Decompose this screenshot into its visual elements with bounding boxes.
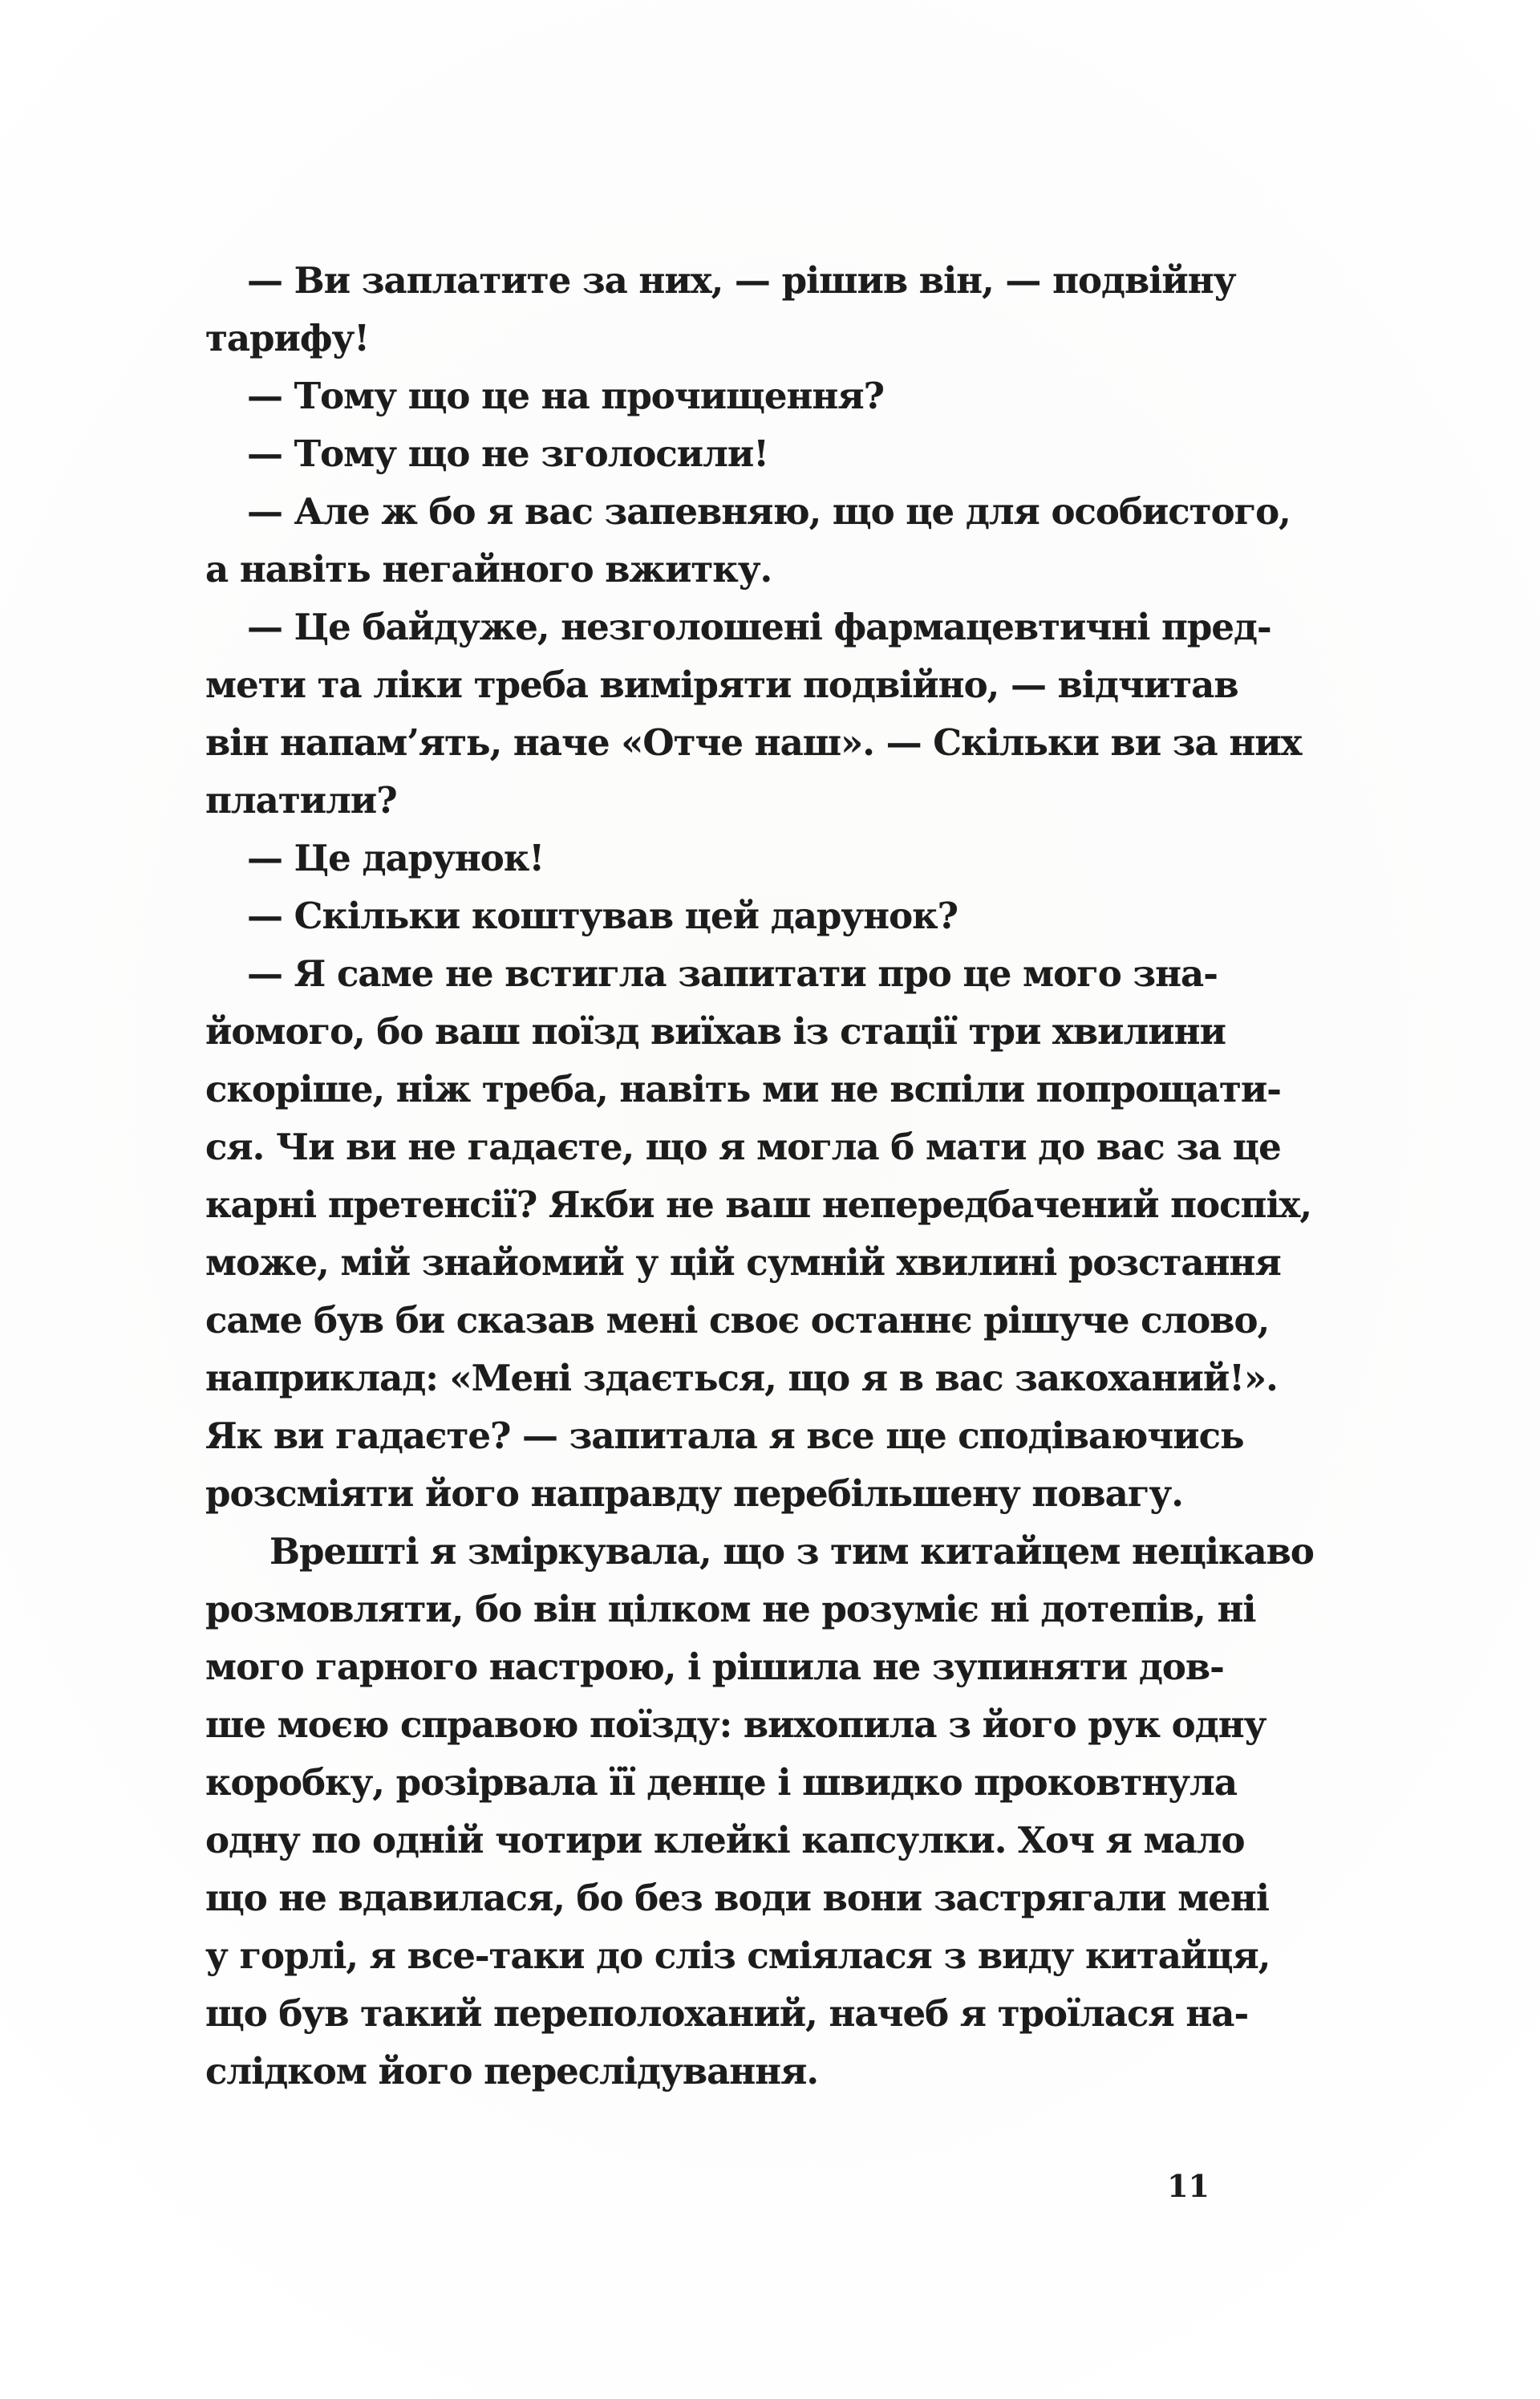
text-line: — Це байдуже, незголошені фармацевтичні пред- (247, 606, 1271, 648)
text-block (205, 252, 1314, 2101)
text-line: у горлі, я все-таки до сліз сміялася з виду китайця, (205, 1934, 1270, 1977)
text-line: — Це дарунок! (247, 837, 545, 879)
text-line: саме був би сказав мені своє останнє рішуче слово, (205, 1299, 1270, 1342)
text-line: — Ви заплатите за них, — рішив він, — подвійну (247, 259, 1236, 302)
text-line: розмовляти, бо він цілком не розуміє ні дотепів, ні (205, 1588, 1256, 1630)
text-line: ся. Чи ви не гадаєте, що я могла б мати до вас за це (205, 1126, 1281, 1168)
text-line: може, мій знайомий у цій сумній хвилині розстання (205, 1241, 1281, 1284)
text-line: він напам’ять, наче «Отче наш». — Скільки ви за них (205, 721, 1302, 764)
text-line: йомого, бо ваш поїзд виїхав із стації три хвилини (205, 1010, 1226, 1053)
text-line: мого гарного настрою, і рішила не зупиняти дов- (205, 1646, 1224, 1688)
text-line: ше моєю справою поїзду: вихопила з його рук одну (205, 1703, 1266, 1746)
text-line: одну по одній чотири клейкі капсулки. Хоч я мало (205, 1819, 1245, 1861)
text-line: — Тому що не зголосили! (247, 432, 769, 475)
text-line: а навіть негайного вжитку. (205, 548, 772, 591)
text-line: мети та ліки треба виміряти подвійно, — відчитав (205, 664, 1238, 706)
text-line: тарифу! (205, 317, 370, 359)
text-line: скоріше, ніж треба, навіть ми не вспіли попрощати- (205, 1068, 1281, 1110)
text-line: слідком його переслідування. (205, 2050, 819, 2093)
text-line: Врешті я зміркувала, що з тим китайцем нецікаво (270, 1530, 1314, 1573)
text-line: що був такий переполоханий, начеб я троїлася на- (205, 1992, 1249, 2035)
text-line: Як ви гадаєте? — запитала я все ще сподіваючись (205, 1415, 1244, 1457)
text-line: що не вдавилася, бо без води вони застрягали мені (205, 1877, 1269, 1919)
text-line: — Але ж бо я вас запевняю, що це для особистого, (247, 490, 1291, 533)
text-line: розсміяти його направду перебільшену повагу. (205, 1472, 1183, 1515)
text-line: коробку, розірвала її денце і швидко проковтнула (205, 1761, 1237, 1804)
text-line: — Я саме не встигла запитати про це мого зна- (247, 952, 1218, 995)
text-line: платили? (205, 779, 397, 822)
page-number: 11 (1167, 2168, 1210, 2204)
text-line: — Скільки коштував цей дарунок? (247, 895, 958, 937)
text-line: — Тому що це на прочищення? (247, 375, 884, 417)
text-line: карні претенсії? Якби не ваш непередбачений поспіх, (205, 1183, 1312, 1226)
text-line: наприклад: «Мені здається, що я в вас закоханий!». (205, 1357, 1278, 1399)
